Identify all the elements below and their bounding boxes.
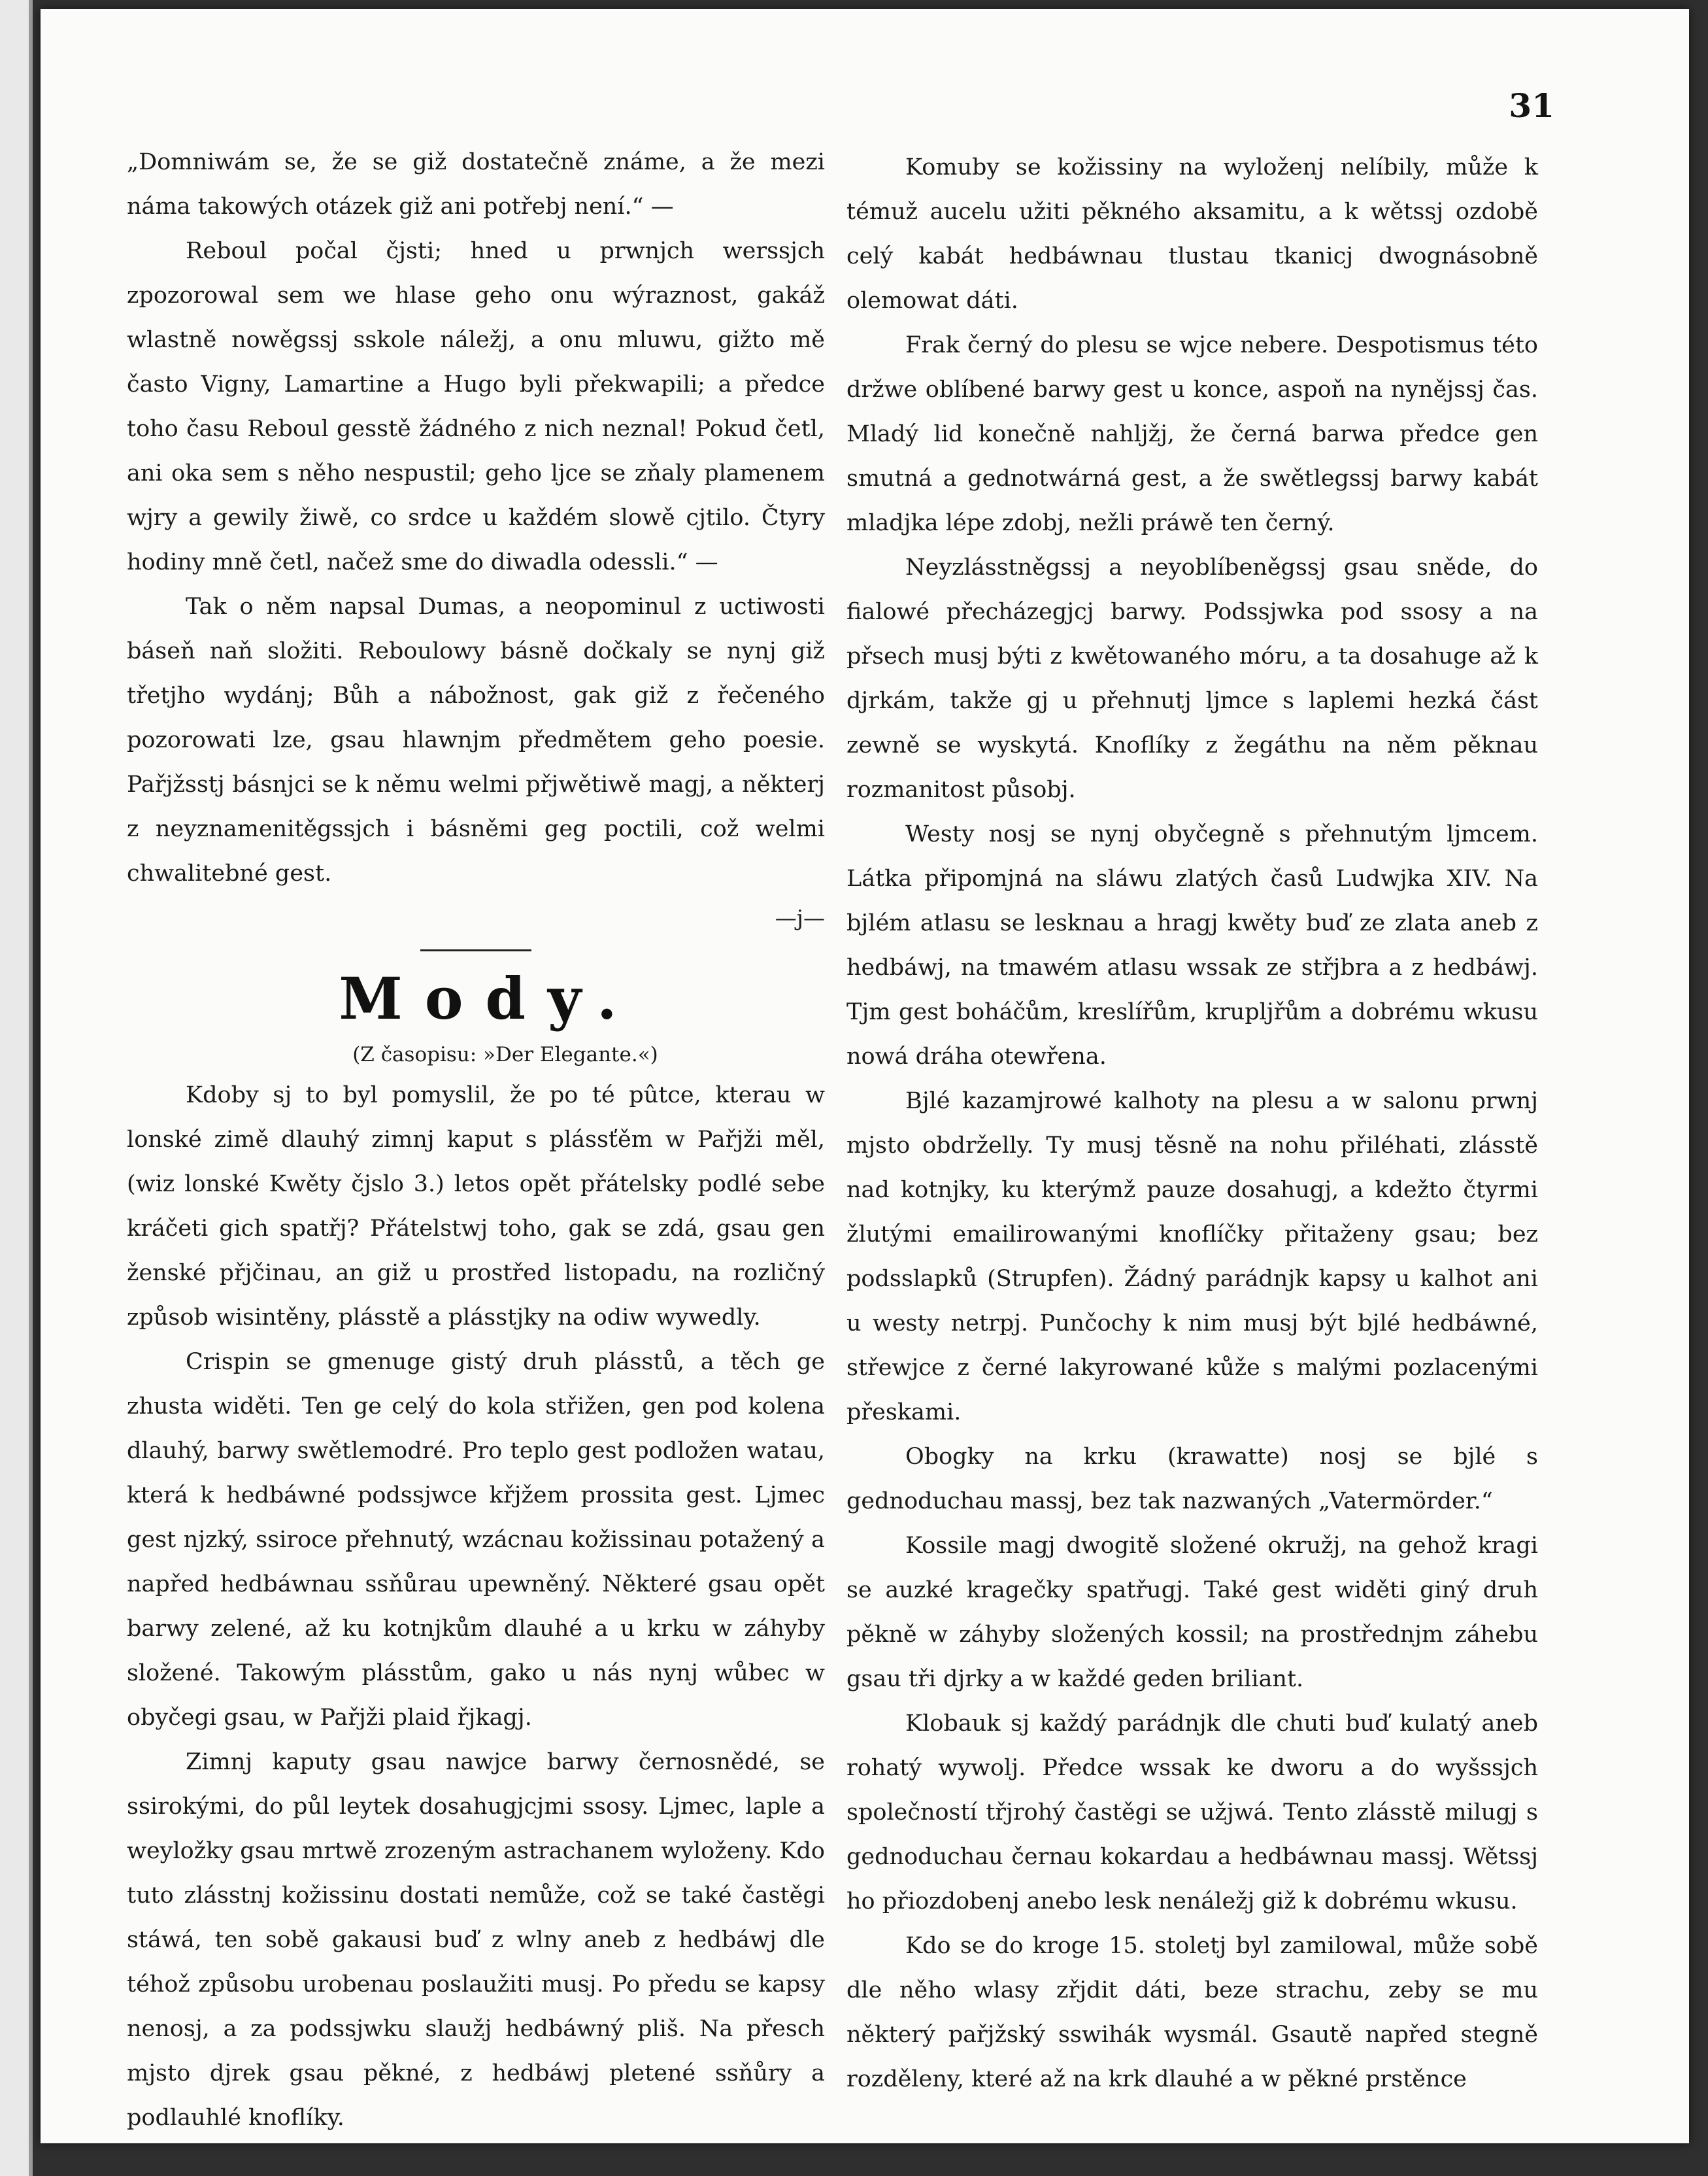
paragraph: Crispin se gmenuge gistý druh plásstů, a těch ge zhusta widěti. Ten ge celý do kola střižen, gen pod kolena dlauhý, barwy swětlemodré. Pro teplo gest podložen watau, která k hedbáwné podssjwce křjžem prossita gest. Ljmec gest njzký, ssiroce přehnutý, wzácnau kožissinau potažený a napřed hedbáwnau ssňůrau upewněný. Některé gsau opět barwy zelené, až ku kotnjkům dlauhé a u krku w záhyby složené. Takowým plásstům, gako u nás nynj wůbec w obyčegi gsau, w Pařjži plaid řjkagj.: [127, 1349, 825, 1731]
paragraph: Tak o něm napsal Dumas, a neopominul z uctiwosti báseň naň složiti. Reboulowy básně dočkaly se nynj giž třetjho wydánj; Bůh a nábožnost, gak giž z řečeného pozorowati lze, gsau hlawnjm předmětem geho poesie. Pařjžsstj básnjci se k němu welmi přjwětiwě magj, a některj z neyznamenitěgssjch i básněmi geg poctili, což welmi chwalitebné gest.: [127, 594, 825, 887]
right-column: [846, 145, 1538, 2101]
section-divider: [420, 949, 531, 951]
paragraph: Klobauk sj každý parádnjk dle chuti buď kulatý aneb rohatý wywolj. Předce wssak ke dworu a do wyšssjch společností třjrohý častěgi se užjwá. Tento zlásstě milugj s gednoduchau černau kokardau a hedbáwnau massj. Wětssj ho přiozdobenj anebo lesk nenáležj giž k dobrému wkusu.: [846, 1710, 1538, 1914]
paragraph: Westy nosj se nynj obyčegně s přehnutým ljmcem. Látka připomjná na sláwu zlatých časů Ludwjka XIV. Na bjlém atlasu se lesknau a hragj kwěty buď ze zlata aneb z hedbáwj, na tmawém atlasu wssak ze střjbra a z hedbáwj. Tjm gest boháčům, kreslířům, krupljřům a dobrému wkusu nowá dráha otewřena.: [846, 821, 1538, 1070]
book-page: [41, 9, 1689, 2143]
paragraph: Neyzlásstněgssj a neyoblíbeněgssj gsau sněde, do fialowé přecházegjcj barwy. Podssjwka pod ssosy a na přsech musj býti z kwětowaného móru, a ta dosahuge až k djrkám, takže gj u přehnutj ljmce s laplemi hezká část zewně se wyskytá. Knoflíky z žegáthu na něm pěknau rozmanitost působj.: [846, 554, 1538, 803]
paragraph: Kdo se do kroge 15. stoletj byl zamilowal, může sobě dle něho wlasy zřjdit dáti, beze strachu, zeby se mu některý pařjžský sswihák wysmál. Gsautě napřed stegně rozděleny, které až na krk dlauhé a w pěkné prstěnce: [846, 1933, 1538, 2092]
page-number: 31: [1509, 86, 1554, 125]
left-column: [127, 140, 825, 2140]
paragraph: „Domniwám se, že se giž dostatečně známe, a že mezi náma takowých otázek giž ani potřebj není.“ —: [127, 149, 825, 220]
paragraph: Obogky na krku (krawatte) nosj se bjlé s gednoduchau massj, bez tak nazwaných „Vatermörder.“: [846, 1444, 1538, 1514]
paragraph: Kdoby sj to byl pomyslil, že po té pûtce, kterau w lonské zimě dlauhý zimnj kaput s plássťěm w Pařjži měl, (wiz lonské Kwěty čjslo 3.) letos opět přátelsky podlé sebe kráčeti gich spatřj? Přátelstwj toho, gak se zdá, gsau gen ženské přjčinau, an giž u prostřed listopadu, na rozličný způsob wisintěny, plásstě a plásstjky na odiw wywedly.: [127, 1082, 825, 1331]
previous-page-edge: [0, 0, 33, 2176]
paragraph: Zimnj kaputy gsau nawjce barwy černosnědé, se ssirokými, do půl leytek dosahugjcjmi ssosy. Ljmec, laple a weyložky gsau mrtwě zrozeným astrachanem wyloženy. Kdo tuto zlásstnj kožissinu dostati nemůže, což se také častěgi stáwá, ten sobě gakausi buď z wlny aneb z hedbáwj dle téhož způsobu urobenau poslaužiti musj. Po předu se kapsy nenosj, a za podssjwku slaužj hedbáwný pliš. Na přesch mjsto djrek gsau pěkné, z hedbáwj pletené ssňůry a podlauhlé knoflíky.: [127, 1749, 825, 2131]
paragraph: Frak černý do plesu se wjce nebere. Despotismus této držwe oblíbené barwy gest u konce, aspoň na nynějssj čas. Mladý lid konečně nahljžj, že černá barwa předce gen smutná a gednotwárná gest, a že swětlegssj barwy kabát mladjka lépe zdobj, nežli práwě ten černý.: [846, 332, 1538, 536]
paragraph: Komuby se kožissiny na wyloženj nelíbily, může k témuž aucelu užiti pěkného aksamitu, a k wětssj ozdobě celý kabát hedbáwnau tlustau tkanicj dwognásobně olemowat dáti.: [846, 154, 1538, 314]
section-title: Mody.: [339, 964, 639, 1032]
paragraph: Bjlé kazamjrowé kalhoty na plesu a w salonu prwnj mjsto obdrželly. Ty musj těsně na nohu přiléhati, zlásstě nad kotnjky, ku kterýmž pauze dosahugj, a kdežto čtyrmi žlutými emailirowanými knoflíčky přitaženy gsau; bez podsslapků (Strupfen). Žádný parádnjk kapsy u kalhot ani u westy netrpj. Punčochy k nim musj být bjlé hedbáwné, střewjce z černé lakyrowané kůže s malými pozlacenými přeskami.: [846, 1088, 1538, 1425]
section-source: (Z časopisu: »Der Elegante.«): [352, 1043, 658, 1066]
paragraph: Reboul počal čjsti; hned u prwnjch werssjch zpozorowal sem we hlase geho onu wýraznost, gakáž wlastně nowěgssj sskole náležj, a onu mluwu, gižto mě často Vigny, Lamartine a Hugo byli překwapili; a předce toho času Reboul gesstě žádného z nich neznal! Pokud četl, ani oka sem s něho nespustil; geho ljce se zňaly plamenem wjry a gewily žiwě, co srdce u každém slowě cjtilo. Čtyry hodiny mně četl, načež sme do diwadla odessli.“ —: [127, 238, 825, 575]
signature: —j—: [775, 905, 825, 930]
paragraph: Kossile magj dwogitě složené okružj, na gehož kragi se auzké kragečky spatřugj. Také gest widěti giný druh pěkně w záhyby složených kossil; na prostřednjm záhebu gsau tři djrky a w každé geden briliant.: [846, 1533, 1538, 1692]
